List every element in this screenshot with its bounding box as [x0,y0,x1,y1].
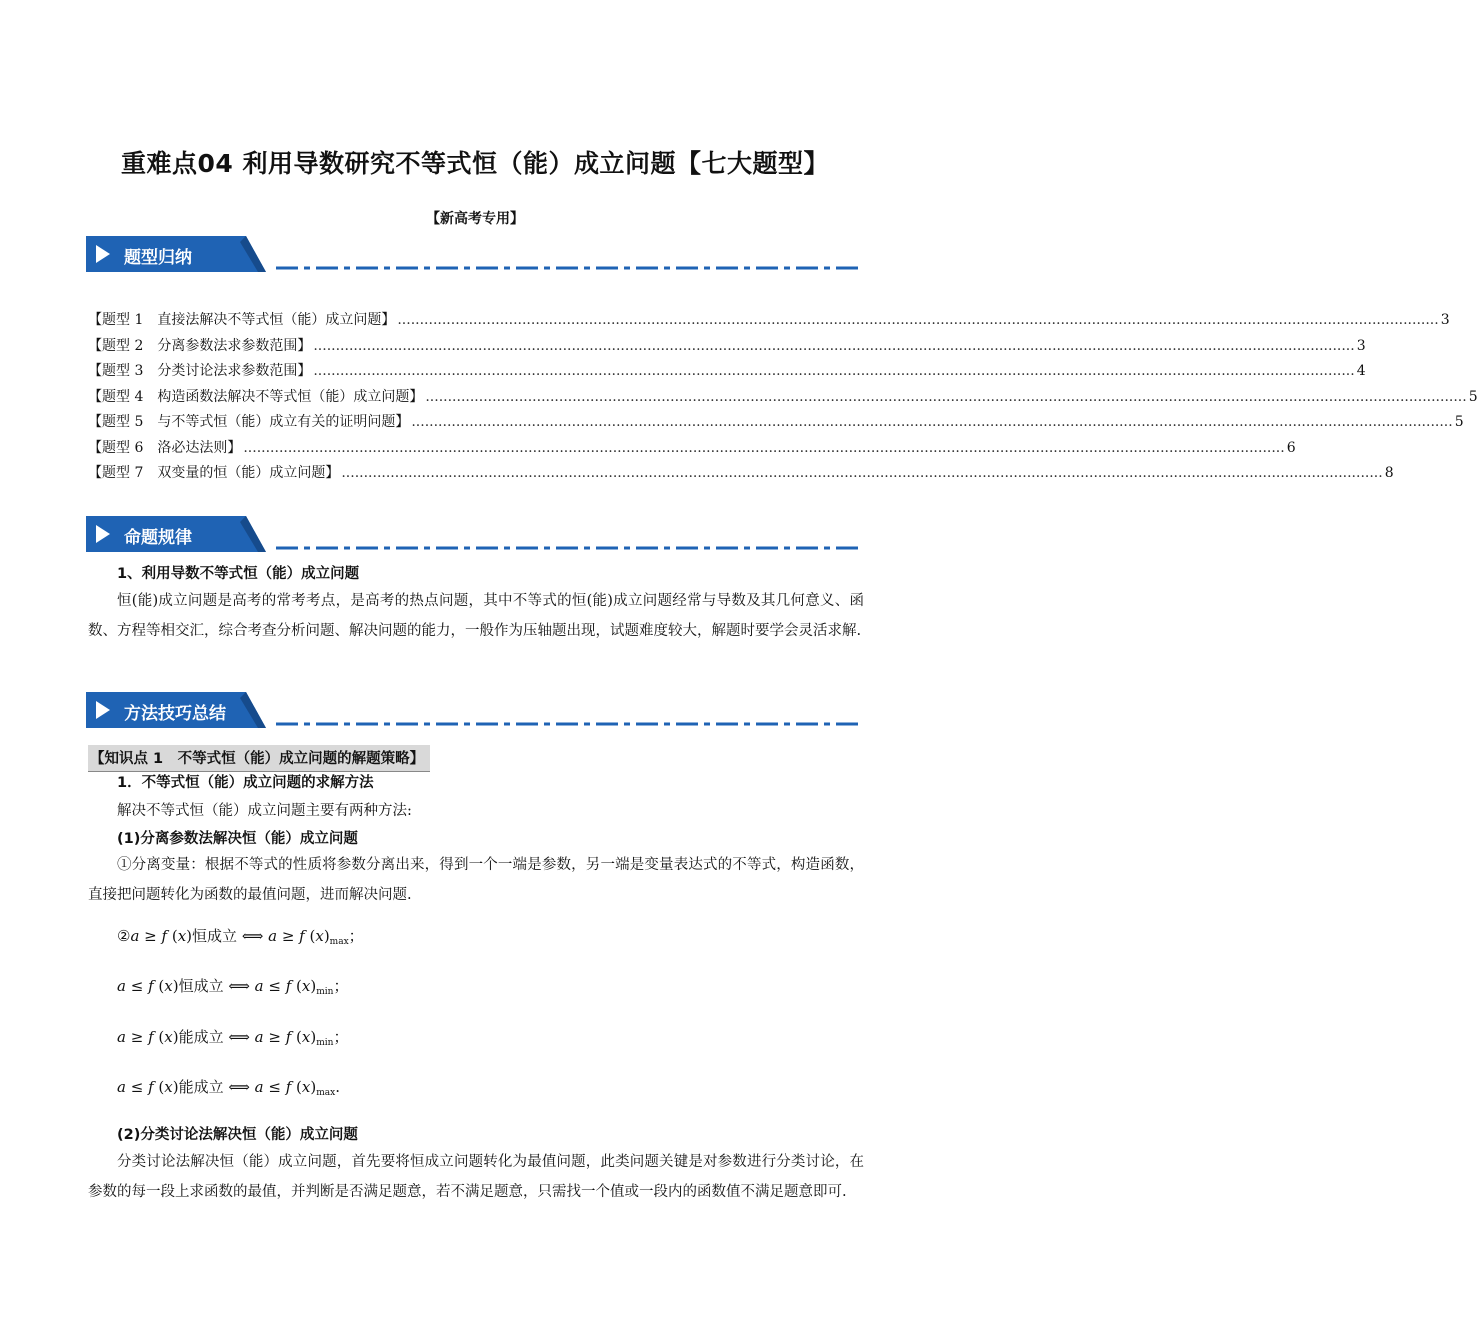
section-banner-method-summary [86,692,866,732]
banner-dashed-line [276,266,858,270]
method-intro: 解决不等式恒（能）成立问题主要有两种方法: [117,803,412,819]
section-banner-proposition-rules [86,516,866,556]
formula-2: a ≤ f (x)恒成立 ⟺ a ≤ f $(x)_{min}$； [117,977,349,997]
toc-item-3[interactable]: 【题型 3 分类讨论法求参数范围】 .......................................................................................................................................................................................................................................... 4 [88,363,1366,379]
method-heading: 1．不等式恒（能）成立问题的求解方法 [117,775,374,791]
toc-item-7[interactable]: 【题型 7 双变量的恒（能）成立问题】 .......................................................................................................................................................................................................................................... 8 [88,465,1394,481]
formula-1: ②a ≥ f (x)恒成立 ⟺ a ≥ f $(x)_{max}$； [117,927,364,947]
method-2-paragraph: 分类讨论法解决恒（能）成立问题，首先要将恒成立问题转化为最值问题，此类问题关键是对参数进行分类讨论，在参数的每一段上求函数的最值，并判断是否满足题意，若不满足题意，只需找一个值或一段内的函数值不满足题意即可. [88,1154,864,1200]
method-1-title: (1)分离参数法解决恒（能）成立问题 [117,831,358,847]
formula-3: a ≥ f (x)能成立 ⟺ a ≥ f $(x)_{min}$； [117,1028,349,1048]
table-of-contents [88,308,1478,487]
law-heading: 1、利用导数不等式恒（能）成立问题 [117,566,360,582]
banner-label: 题型归纳 [124,248,192,268]
toc-item-5[interactable]: 【题型 5 与不等式恒（能）成立有关的证明问题】 .......................................................................................................................................................................................................................................... 5 [88,414,1464,430]
formula-4: a ≤ f (x)能成立 ⟺ a ≤ f $(x)_{max}$. [117,1078,340,1098]
banner-label: 方法技巧总结 [124,704,226,724]
page-title: 重难点04 利用导数研究不等式恒（能）成立问题【七大题型】 [121,149,829,178]
toc-item-6[interactable]: 【题型 6 洛必达法则】 .......................................................................................................................................................................................................................................... 6 [88,439,1296,456]
banner-dashed-line [276,722,858,726]
toc-item-1[interactable]: 【题型 1 直接法解决不等式恒（能）成立问题】 .......................................................................................................................................................................................................................................... 3 [88,312,1450,328]
law-paragraph: 恒(能)成立问题是高考的常考考点，是高考的热点问题，其中不等式的恒(能)成立问题经常与导数及其几何意义、函数、方程等相交汇，综合考查分析问题、解决问题的能力，一般作为压轴题出现，试题难度较大，解题时要学会灵活求解. [88,593,864,639]
banner-dashed-line [276,546,858,550]
knowledge-point-tag: 【知识点 1 不等式恒（能）成立问题的解题策略】 [88,745,430,772]
toc-item-4[interactable]: 【题型 4 构造函数法解决不等式恒（能）成立问题】 .......................................................................................................................................................................................................................................... 5 [88,388,1478,405]
method-2-title: (2)分类讨论法解决恒（能）成立问题 [117,1127,358,1143]
toc-item-2[interactable]: 【题型 2 分离参数法求参数范围】 .......................................................................................................................................................................................................................................... 3 [88,337,1366,354]
banner-label: 命题规律 [124,528,192,548]
method-1-paragraph: ①分离变量：根据不等式的性质将参数分离出来，得到一个一端是参数，另一端是变量表达式的不等式，构造函数，直接把问题转化为函数的最值问题，进而解决问题. [88,857,864,903]
page-subtitle: 【新高考专用】 [426,211,524,227]
section-banner-question-types [86,236,866,276]
